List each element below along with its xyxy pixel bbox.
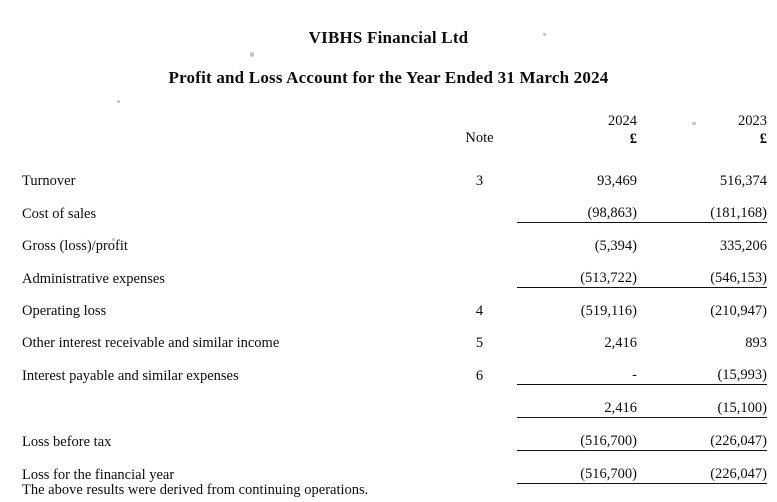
row-amount-2023: (181,168) (710, 205, 767, 222)
row-note (442, 418, 517, 451)
row-amount-2023: (226,047) (637, 451, 767, 484)
header-year-2024-currency: £ (629, 131, 637, 148)
row-amount-2023: 335,206 (637, 223, 767, 256)
header-blank (22, 112, 442, 148)
row-amount-2024: (519,116) (517, 288, 637, 321)
scan-speck (250, 52, 254, 57)
row-label (22, 385, 442, 418)
scan-speck (117, 100, 120, 103)
header-year-2023 (637, 112, 767, 148)
row-label: Gross (loss)/profit (22, 238, 128, 255)
row-amount-2024: - (632, 367, 637, 384)
spacer-row (22, 148, 767, 158)
table-row (22, 418, 767, 451)
table-row (22, 255, 767, 288)
table-row (22, 320, 767, 352)
row-label: Administrative expenses (22, 270, 165, 287)
row-amount-2023: (546,153) (710, 270, 767, 287)
row-label: Operating loss (22, 303, 107, 320)
company-title: VIBHS Financial Ltd (308, 28, 469, 47)
row-label: Cost of sales (22, 205, 97, 222)
total-underline-2024 (517, 484, 637, 488)
header-note: Note (465, 130, 494, 147)
row-amount-2023: 516,374 (719, 173, 767, 190)
row-note (442, 451, 517, 484)
row-amount-2024: 93,469 (597, 173, 637, 190)
row-amount-2023: (15,100) (637, 385, 767, 418)
profit-and-loss-table (22, 112, 767, 487)
row-amount-2024: 2,416 (604, 335, 637, 352)
row-note: 4 (475, 303, 484, 320)
row-note (442, 190, 517, 223)
row-amount-2024: 2,416 (517, 385, 637, 418)
table-row (22, 158, 767, 190)
table-row (22, 288, 767, 321)
document-title: Profit and Loss Account for the Year Ended 31 March 2024 (168, 68, 609, 87)
row-label: Turnover (22, 173, 76, 190)
table-row (22, 352, 767, 385)
row-amount-2024: (513,722) (580, 270, 637, 287)
table-row (22, 223, 767, 256)
header-year-2023-currency: £ (759, 131, 767, 148)
table-header-row (22, 112, 767, 148)
footnote-text: The above results were derived from continuing operations. (22, 482, 369, 498)
row-amount-2024: (516,700) (517, 451, 637, 484)
total-underline-2023 (637, 484, 767, 488)
table-row-subtotal (22, 385, 767, 418)
table-row (22, 190, 767, 223)
row-note (442, 223, 517, 256)
row-amount-2024: (516,700) (517, 418, 637, 451)
row-note (442, 255, 517, 288)
header-year-2024 (517, 112, 637, 148)
row-label: Other interest receivable and similar income (22, 335, 280, 352)
row-amount-2024: (5,394) (517, 223, 637, 256)
row-note: 6 (475, 367, 484, 384)
row-label: Loss before tax (22, 433, 112, 450)
row-amount-2023: 893 (745, 335, 767, 352)
row-amount-2023: (210,947) (637, 288, 767, 321)
row-amount-2023: (226,047) (637, 418, 767, 451)
row-note: 5 (475, 335, 484, 352)
row-note (442, 385, 517, 418)
row-label: Interest payable and similar expenses (22, 367, 239, 384)
row-amount-2024: (98,863) (587, 205, 637, 222)
header-year-2023-label: 2023 (738, 113, 767, 129)
table-row-total (22, 451, 767, 484)
row-amount-2023: (15,993) (717, 367, 767, 384)
row-note: 3 (475, 173, 484, 190)
row-label: Loss for the financial year (22, 466, 175, 483)
header-year-2024-label: 2024 (608, 113, 637, 129)
